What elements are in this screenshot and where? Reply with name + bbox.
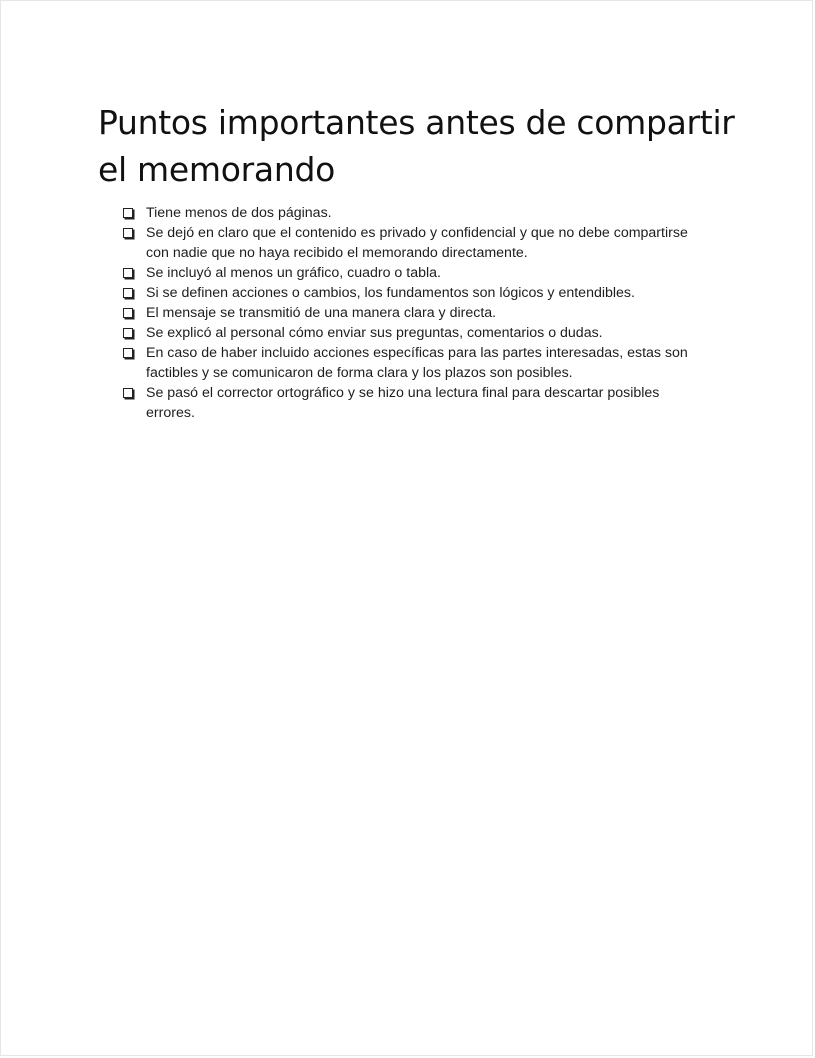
document-content bbox=[98, 99, 738, 423]
checkbox-icon bbox=[123, 388, 133, 398]
checklist-item-text: Se dejó en claro que el contenido es privado y confidencial y que no debe compartirse con nadie que no haya recibido el memorando directamente. bbox=[146, 225, 688, 261]
checkbox-icon bbox=[123, 328, 133, 338]
checklist-item-text: En caso de haber incluido acciones específicas para las partes interesadas, estas son factibles y se comunicaron de forma clara y los plazos son posibles. bbox=[146, 345, 688, 381]
checklist-item-text: Se incluyó al menos un gráfico, cuadro o tabla. bbox=[146, 265, 441, 281]
checklist-item bbox=[98, 223, 698, 263]
checkbox-icon bbox=[123, 288, 133, 298]
checklist-item bbox=[98, 303, 698, 323]
checklist-item-text: Se explicó al personal cómo enviar sus preguntas, comentarios o dudas. bbox=[146, 325, 603, 341]
checkbox-icon bbox=[123, 208, 133, 218]
checklist-item bbox=[98, 203, 698, 223]
checklist-item bbox=[98, 263, 698, 283]
checkbox-icon bbox=[123, 268, 133, 278]
checklist-item bbox=[98, 283, 698, 303]
checklist-item-text: Tiene menos de dos páginas. bbox=[146, 205, 332, 221]
checklist-item-text: El mensaje se transmitió de una manera clara y directa. bbox=[146, 305, 497, 321]
checklist-item bbox=[98, 343, 698, 383]
checklist bbox=[98, 203, 698, 423]
checkbox-icon bbox=[123, 228, 133, 238]
checklist-item-text: Se pasó el corrector ortográfico y se hizo una lectura final para descartar posibles errores. bbox=[146, 385, 660, 421]
checklist-item bbox=[98, 383, 698, 423]
checkbox-icon bbox=[123, 348, 133, 358]
checklist-item-text: Si se definen acciones o cambios, los fundamentos son lógicos y entendibles. bbox=[146, 285, 635, 301]
checkbox-icon bbox=[123, 308, 133, 318]
checklist-item bbox=[98, 323, 698, 343]
page-title: Puntos importantes antes de compartir el memorando bbox=[98, 103, 735, 189]
